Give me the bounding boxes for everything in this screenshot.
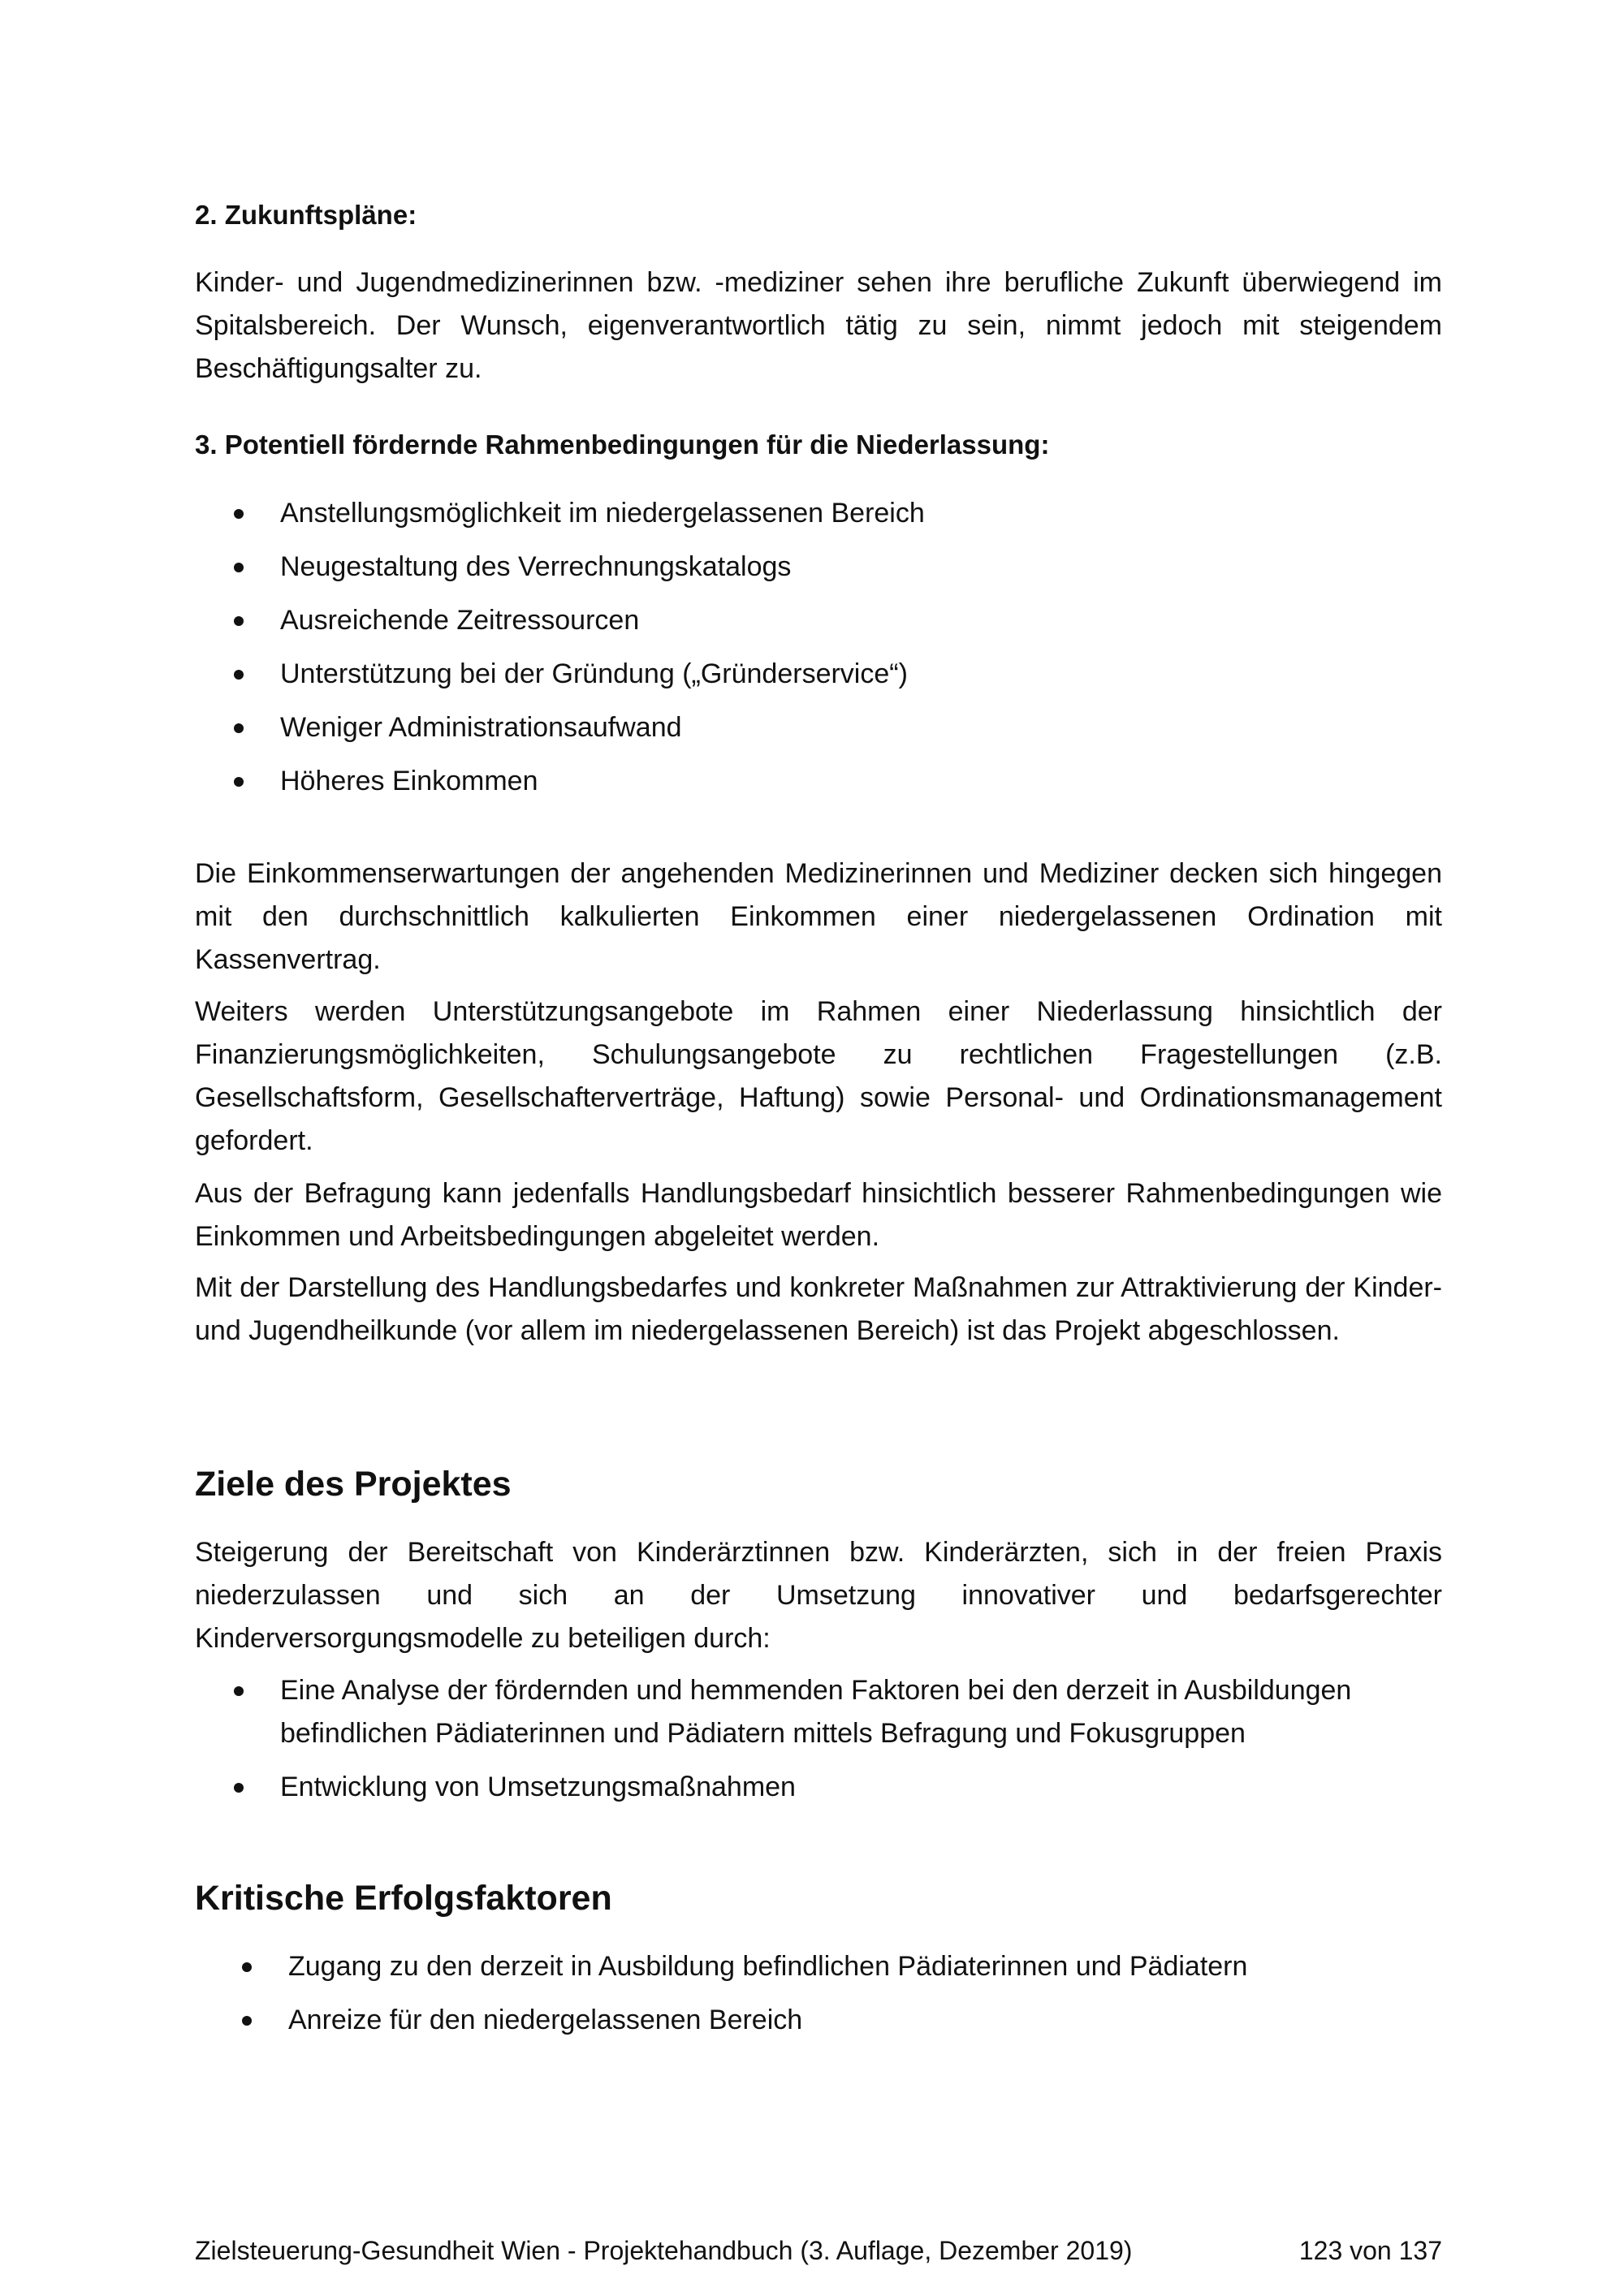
bullet-icon — [234, 616, 244, 626]
bullet-icon — [234, 670, 244, 680]
bullet-icon — [234, 509, 244, 519]
bullet-icon — [242, 2016, 252, 2026]
bullet-icon — [234, 1783, 244, 1793]
list-item: Ausreichende Zeitressourcen — [195, 599, 1442, 642]
heading-zukunftsplaene: 2. Zukunftspläne: — [195, 200, 417, 230]
paragraph-projektabschluss: Mit der Darstellung des Handlungsbedarfes und konkreter Maßnahmen zur Attraktivierung der Kinder- und Jugendheilkunde (vor allem im niedergelassenen Bereich) ist das Projekt abgeschlossen. — [195, 1272, 1442, 1346]
paragraph-unterstuetzungsangebote: Weiters werden Unterstützungsangebote im Rahmen einer Niederlassung hinsichtlich der Finanzierungsmöglichkeiten, Schulungsangebote zu rechtlichen Fragestellungen (z.B. Gesellschaftsform, Gesellschafterverträge, Haftung) sowie Personal- und Ordinationsmanagement gefordert. — [195, 996, 1442, 1156]
list-kritische-erfolgsfaktoren — [195, 1945, 1442, 2042]
paragraph-zukunftsplaene: Kinder- und Jugendmedizinerinnen bzw. -mediziner sehen ihre berufliche Zukunft überwiegend im Spitalsbereich. Der Wunsch, eigenverantwortlich tätig zu sein, nimmt jedoch mit steigendem Beschäftigungsalter zu. — [195, 267, 1442, 384]
list-item: Anstellungsmöglichkeit im niedergelassenen Bereich — [195, 492, 1442, 535]
paragraph-ziele: Steigerung der Bereitschaft von Kinderärztinnen bzw. Kinderärzten, sich in der freien Praxis niederzulassen und sich an der Umsetzung innovativer und bedarfsgerechter Kinderversorgungsmodelle zu beteiligen durch: — [195, 1537, 1442, 1654]
list-item: Höheres Einkommen — [195, 760, 1442, 803]
list-ziele — [195, 1669, 1442, 1809]
list-item: Eine Analyse der fördernden und hemmenden Faktoren bei den derzeit in Ausbildungen befindlichen Pädiaterinnen und Pädiatern mittels Befragung und Fokusgruppen — [195, 1669, 1442, 1755]
list-rahmenbedingungen — [195, 492, 1442, 803]
list-item: Anreize für den niedergelassenen Bereich — [195, 1999, 1442, 2042]
list-item: Weniger Administrationsaufwand — [195, 706, 1442, 749]
list-item: Entwicklung von Umsetzungsmaßnahmen — [195, 1766, 1442, 1809]
list-item: Unterstützung bei der Gründung („Gründerservice“) — [195, 653, 1442, 696]
heading-kritische-erfolgsfaktoren: Kritische Erfolgsfaktoren — [195, 1879, 612, 1918]
document-page — [195, 0, 1442, 2296]
heading-rahmenbedingungen: 3. Potentiell fördernde Rahmenbedingungen für die Niederlassung: — [195, 429, 1050, 460]
bullet-icon — [234, 563, 244, 572]
footer-page-number: 123 von 137 — [1298, 2236, 1442, 2265]
page-footer — [195, 2234, 1442, 2267]
footer-document-title: Zielsteuerung-Gesundheit Wien - Projektehandbuch (3. Auflage, Dezember 2019) — [195, 2236, 1133, 2265]
list-item: Neugestaltung des Verrechnungskatalogs — [195, 546, 1442, 589]
paragraph-handlungsbedarf: Aus der Befragung kann jedenfalls Handlungsbedarf hinsichtlich besserer Rahmenbedingungen wie Einkommen und Arbeitsbedingungen abgeleitet werden. — [195, 1178, 1442, 1252]
bullet-icon — [234, 777, 244, 787]
bullet-icon — [242, 1962, 252, 1972]
bullet-icon — [234, 1686, 244, 1696]
heading-ziele: Ziele des Projektes — [195, 1465, 512, 1504]
list-item: Zugang zu den derzeit in Ausbildung befindlichen Pädiaterinnen und Pädiatern — [195, 1945, 1442, 1988]
paragraph-einkommenserwartungen: Die Einkommenserwartungen der angehenden Medizinerinnen und Mediziner decken sich hingegen mit den durchschnittlich kalkulierten Einkommen einer niedergelassenen Ordination mit Kassenvertrag. — [195, 858, 1442, 975]
bullet-icon — [234, 723, 244, 733]
